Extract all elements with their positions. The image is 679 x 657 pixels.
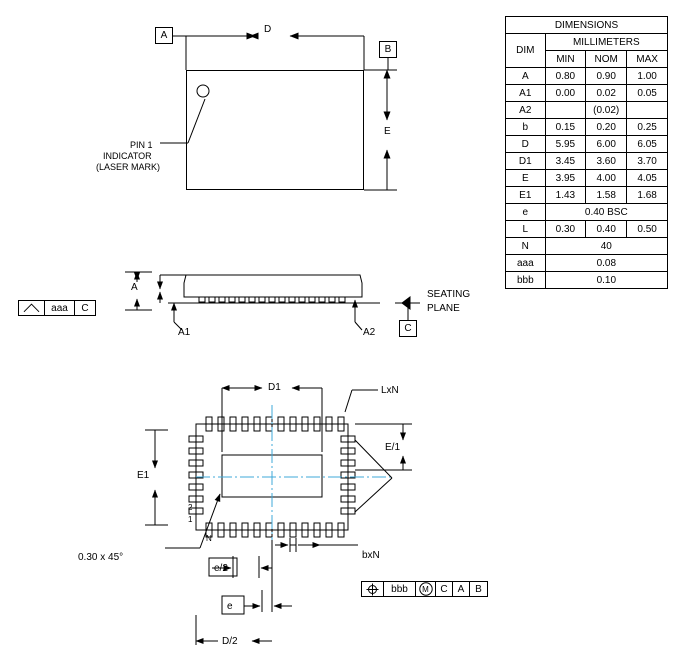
dim-max: 1.00 [627,68,668,85]
table-row [506,204,668,221]
dim-max [627,102,668,119]
dim-e-label: E [384,126,391,137]
bottom-dim-e-label: e [227,601,233,612]
table-title-row [506,17,668,34]
dim-name: A [506,68,546,85]
bottom-dim-d1-label: D1 [268,382,281,393]
table-units: MILLIMETERS [545,34,667,51]
table-title: DIMENSIONS [506,17,668,34]
dim-min: 0.15 [545,119,586,136]
seating-plane-line1: SEATING [427,289,471,300]
side-dim-a1-label: A1 [178,327,191,338]
position-control-frame [361,581,488,597]
table-row [506,136,668,153]
table-col-min: MIN [545,51,586,68]
dim-name: L [506,221,546,238]
dim-max: 4.05 [627,170,668,187]
dim-span: 0.08 [545,255,667,272]
table-row [506,272,668,289]
dim-max: 1.68 [627,187,668,204]
dim-nom: 0.90 [586,68,627,85]
pin1-note-line1: PIN 1 [130,140,153,150]
datum-b-label: B [384,44,392,55]
dim-max: 0.50 [627,221,668,238]
table-row [506,187,668,204]
top-view-body [186,70,364,190]
dim-min: 5.95 [545,136,586,153]
table-dim-header: DIM [506,34,546,68]
seating-plane-line2: PLANE [427,303,460,314]
table-col-nom: NOM [586,51,627,68]
table-row [506,153,668,170]
bottom-dim-bxn-label: bxN [362,550,380,561]
dim-max: 0.05 [627,85,668,102]
chamfer-note: 0.30 x 45° [78,552,124,563]
table-row [506,255,668,272]
table-row [506,119,668,136]
table-units-row [506,34,668,51]
position-icon [362,582,384,596]
dim-name: aaa [506,255,546,272]
pin-label-1: 1 [188,515,193,524]
dim-name: N [506,238,546,255]
bottom-dim-e-half-label: e/2 [214,563,228,574]
dim-span: 0.10 [545,272,667,289]
dim-nom: 1.58 [586,187,627,204]
dim-min: 3.95 [545,170,586,187]
dim-nom: 0.20 [586,119,627,136]
table-row [506,68,668,85]
dim-name: e [506,204,546,221]
datum-c-label: C [404,323,412,334]
table-row [506,170,668,187]
table-col-max: MAX [627,51,668,68]
table-row [506,221,668,238]
material-modifier [416,582,436,596]
bottom-dim-d-half-label: D/2 [222,636,238,647]
side-dim-a2-label: A2 [363,327,376,338]
bottom-dim-e1-label: E1 [137,470,150,481]
pin-label-n: N [206,534,212,543]
pin1-note-line2: INDICATOR [103,151,152,161]
position-datum-a: A [453,582,470,596]
datum-c-side [399,320,417,337]
dim-name: D [506,136,546,153]
datum-a-label: A [160,30,168,41]
dim-min: 0.30 [545,221,586,238]
dim-name: D1 [506,153,546,170]
datum-a-top [155,27,173,44]
dim-nom: 0.02 [586,85,627,102]
dim-name: E1 [506,187,546,204]
pin-label-2: 2 [188,503,193,512]
flatness-control-frame [18,300,96,316]
table-row [506,85,668,102]
position-datum-b: B [475,583,482,595]
dim-nom: (0.02) [586,102,627,119]
pin1-note-line3: (LASER MARK) [96,162,161,172]
table-row [506,102,668,119]
dim-min: 0.80 [545,68,586,85]
dimensions-table [505,16,668,289]
dim-name: A1 [506,85,546,102]
side-dim-a-label: A [131,282,138,293]
flatness-datum: C [81,302,89,314]
dim-nom: 6.00 [586,136,627,153]
flatness-value: aaa [45,301,75,315]
dim-span: 40 [545,238,667,255]
dim-nom: 4.00 [586,170,627,187]
dim-span: 0.40 BSC [545,204,667,221]
dim-min [545,102,586,119]
flatness-icon [19,301,45,315]
dim-d-label: D [264,24,272,35]
dim-min: 3.45 [545,153,586,170]
dim-max: 6.05 [627,136,668,153]
dim-max: 0.25 [627,119,668,136]
dim-min: 1.43 [545,187,586,204]
dim-name: E [506,170,546,187]
dim-name: A2 [506,102,546,119]
material-modifier-letter: M [422,584,429,594]
dim-min: 0.00 [545,85,586,102]
table-row [506,238,668,255]
dim-name: bbb [506,272,546,289]
dim-max: 3.70 [627,153,668,170]
dim-name: b [506,119,546,136]
dim-nom: 0.40 [586,221,627,238]
bottom-dim-lxn-label: LxN [381,385,399,396]
dim-nom: 3.60 [586,153,627,170]
position-tolerance: bbb [384,582,416,596]
bottom-dim-e1-over-label: E/1 [385,442,401,453]
datum-b-top [379,41,397,58]
position-datum-c: C [436,582,453,596]
